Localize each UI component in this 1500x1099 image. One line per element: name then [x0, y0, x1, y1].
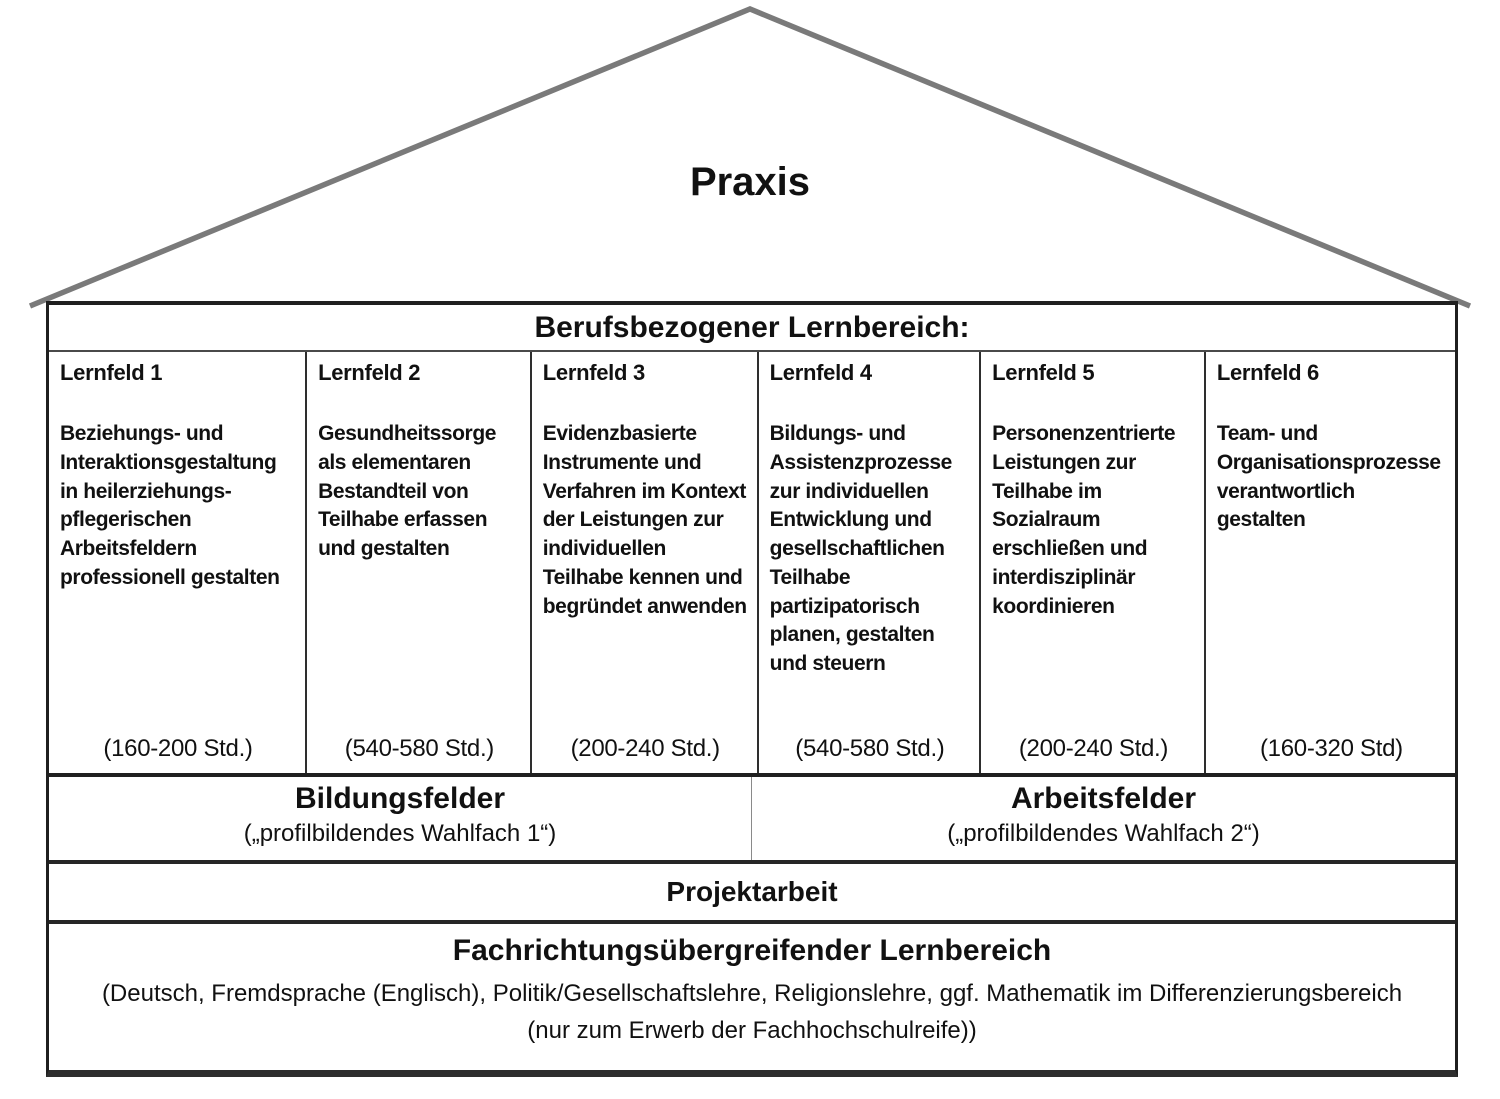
- arbeitsfelder-title: Arbeitsfelder: [1010, 782, 1197, 815]
- fachrichtungsuebergreifender-row: [49, 920, 1455, 1070]
- lernfeld-title: Lernfeld 2: [318, 360, 421, 385]
- lernfeld-description: Bildungs- und Assistenzprozesse zur individuellen Entwicklung und gesellschaftlichen Teilhabe partizipatorisch planen, gestalten und steuern: [769, 422, 952, 676]
- table-header-row: [49, 305, 1455, 352]
- lernfeld-hours: (160-200 Std.): [103, 735, 253, 762]
- spacer: [60, 593, 296, 735]
- projektarbeit-row: [49, 860, 1455, 920]
- spacer: [770, 679, 970, 735]
- bildungsfelder-subtitle: („profilbildendes Wahlfach 1“): [243, 819, 557, 847]
- curriculum-table: [46, 301, 1458, 1077]
- lernfeld-row: [49, 352, 1455, 773]
- lernfeld-title: Lernfeld 1: [60, 360, 163, 385]
- arbeitsfelder-subtitle: („profilbildendes Wahlfach 2“): [947, 819, 1260, 847]
- bildungsfelder-cell: [49, 777, 752, 860]
- lernfeld-title: Lernfeld 5: [992, 360, 1095, 385]
- lernfeld-cell-4: [759, 352, 981, 773]
- fachrichtungsuebergreifender-subjects: (Deutsch, Fremdsprache (Englisch), Politik/Gesellschaftslehre, Religionslehre, ggf. Mathematik im Differenzierungsbereich (nur zum Erwerb der Fachhochschulreife)): [101, 980, 1403, 1045]
- spacer: [992, 621, 1195, 735]
- lernfeld-cell-3: [532, 352, 759, 773]
- lernfeld-hours: (200-240 Std.): [570, 735, 720, 762]
- lernfeld-title: Lernfeld 6: [1216, 360, 1319, 385]
- praxis-label: Praxis: [689, 160, 811, 204]
- wahlfach-row: [49, 773, 1455, 860]
- lernfeld-hours: (540-580 Std.): [344, 735, 495, 762]
- lernfeld-title: Lernfeld 4: [769, 360, 872, 385]
- spacer: [543, 621, 748, 735]
- bildungsfelder-title: Bildungsfelder: [294, 782, 505, 815]
- lernfeld-title: Lernfeld 3: [542, 360, 645, 385]
- roof-outline-icon: [0, 0, 1500, 310]
- spacer: [1217, 535, 1446, 735]
- lernfeld-hours: (540-580 Std.): [795, 735, 945, 762]
- lernfeld-description: Gesundheitssorge als elementaren Bestandteil von Teilhabe erfassen und gestalten: [318, 422, 497, 561]
- lernfeld-cell-5: [981, 352, 1206, 773]
- spacer: [318, 564, 521, 735]
- projektarbeit-label: Projektarbeit: [666, 876, 838, 907]
- lernfeld-description: Beziehungs- und Interaktionsgestaltung in heilerziehungs- pflegerischen Arbeitsfeldern professionell gestalten: [60, 422, 280, 589]
- lernfeld-description: Evidenzbasierte Instrumente und Verfahren im Kontext der Leistungen zur individuellen Teilhabe kennen und begründet anwenden: [542, 422, 747, 618]
- berufsbezogener-lernbereich-title: Berufsbezogener Lernbereich:: [534, 310, 970, 344]
- lernfeld-cell-1: [49, 352, 307, 773]
- lernfeld-cell-6: [1206, 352, 1455, 773]
- lernfeld-hours: (200-240 Std.): [1018, 735, 1169, 762]
- arbeitsfelder-cell: [752, 777, 1455, 860]
- lernfeld-description: Personenzentrierte Leistungen zur Teilhabe im Sozialraum erschließen und interdisziplinär koordinieren: [992, 422, 1176, 618]
- lernfeld-hours: (160-320 Std): [1259, 735, 1403, 762]
- lernfeld-description: Team- und Organisationsprozesse verantwortlich gestalten: [1216, 422, 1441, 532]
- fachrichtungsuebergreifender-title: Fachrichtungsübergreifender Lernbereich: [452, 934, 1052, 967]
- lernfeld-cell-2: [307, 352, 532, 773]
